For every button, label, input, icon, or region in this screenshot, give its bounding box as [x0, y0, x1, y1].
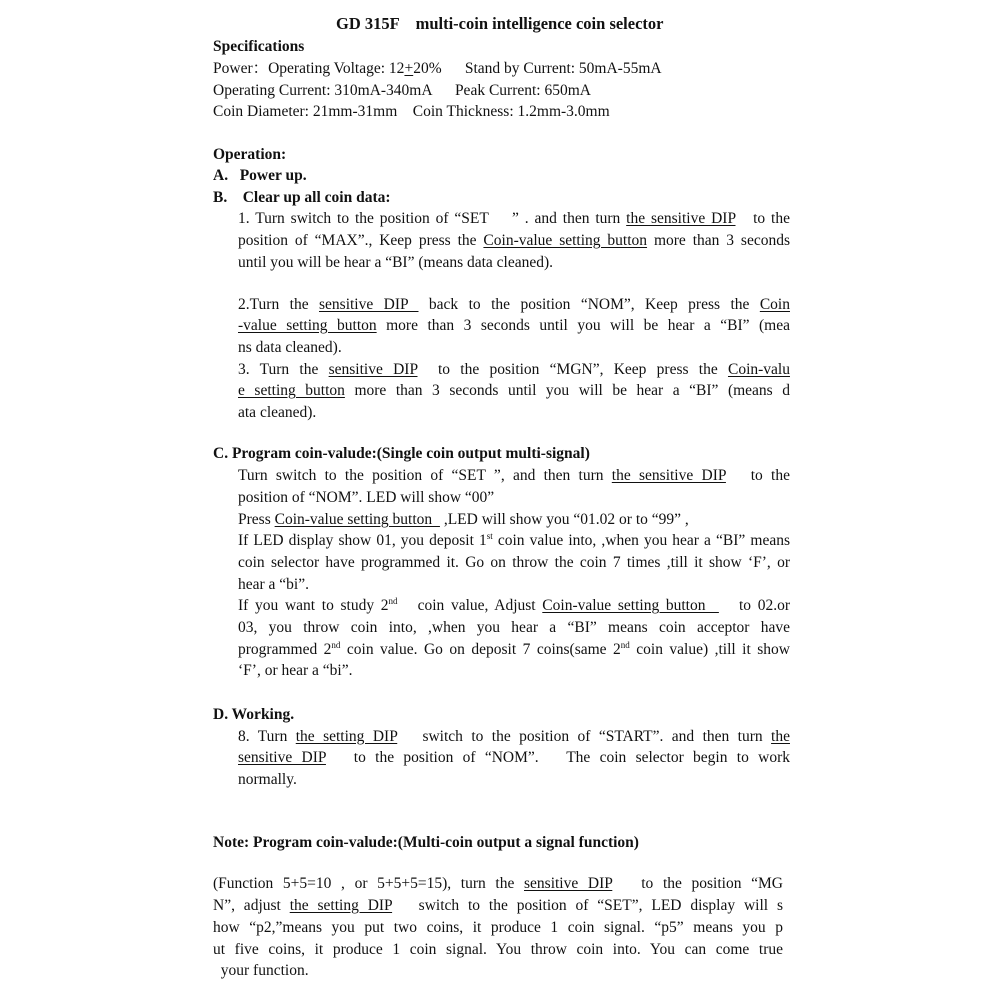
step-b3-line	[238, 360, 790, 380]
underlined-term: Coin	[759, 296, 790, 313]
ordinal-suffix: st	[486, 531, 493, 541]
text-segment: Operation:	[213, 146, 287, 163]
step-c-line	[238, 466, 790, 486]
text-segment: Operating Current: 310mA-340mA Peak Current: 650mA	[213, 82, 591, 99]
underlined-term: e setting button	[238, 382, 345, 399]
text-segment: 1. Turn switch to the position of “SET ” . and then turn	[238, 210, 627, 227]
text-segment: 20% Stand by Current: 50mA-55mA	[413, 60, 662, 77]
text-segment: Turn switch to the position of “SET ”, and then turn	[238, 467, 612, 484]
text-segment: to 02.or	[718, 597, 790, 614]
step-b2-line	[238, 295, 790, 315]
text-segment: switch to the position of “SET”, LED display will s	[392, 897, 783, 914]
step-c-line	[238, 618, 790, 638]
text-segment: coin value) ,till it show	[629, 641, 790, 658]
text-segment: A. Power up.	[213, 167, 307, 184]
step-d-heading	[213, 705, 294, 725]
note-heading	[213, 833, 639, 853]
text-segment: coin value, Adjust	[397, 597, 543, 614]
underlined-term: sensitive DIP	[319, 296, 419, 313]
step-c-line	[238, 661, 352, 681]
step-b2-line	[238, 338, 342, 358]
text-segment: ,LED will show you “01.02 or to “99” ,	[439, 511, 689, 528]
step-c-line	[238, 531, 790, 551]
text-segment: position of “NOM”. LED will show “00”	[238, 489, 495, 506]
note-line	[213, 918, 783, 938]
text-segment: 2.Turn the	[238, 296, 319, 313]
text-segment: 8. Turn	[238, 728, 296, 745]
underlined-term: the sensitive DIP	[626, 210, 736, 227]
text-segment: coin selector have programmed it. Go on throw the coin 7 times ,till it show ‘F’, or	[238, 554, 790, 571]
underlined-term: sensitive DIP	[524, 875, 613, 892]
text-segment: position of “MAX”., Keep press the	[238, 232, 484, 249]
step-c-line	[238, 575, 309, 595]
step-c-heading	[213, 444, 590, 464]
note-line	[213, 896, 783, 916]
step-b3-line	[238, 403, 316, 423]
text-segment: more than 3 seconds	[647, 232, 790, 249]
text-segment: B. Clear up all coin data:	[213, 189, 391, 206]
step-b1-line	[238, 231, 790, 251]
text-segment: your function.	[213, 962, 309, 979]
text-segment: programmed 2	[238, 641, 332, 658]
text-segment: to the position “MGN”, Keep press the	[417, 361, 728, 378]
step-d-line	[238, 748, 790, 768]
text-segment: Press	[238, 511, 275, 528]
text-segment: until you will be hear a “BI” (means data cleaned).	[238, 254, 554, 271]
step-c-line	[238, 596, 790, 616]
text-segment: 3. Turn the	[238, 361, 329, 378]
underlined-term: Coin-value setting button	[483, 232, 648, 249]
step-b-heading	[213, 188, 391, 208]
document-title	[336, 14, 664, 34]
text-segment: to the position “MG	[612, 875, 783, 892]
text-segment: N”, adjust	[213, 897, 290, 914]
step-c-line	[238, 553, 790, 573]
text-segment: switch to the position of “START”. and then turn	[397, 728, 772, 745]
text-segment: hear a “bi”.	[238, 576, 309, 593]
note-line	[213, 940, 783, 960]
text-segment: back to the position “NOM”, Keep press the	[418, 296, 760, 313]
spec-coin-size	[213, 102, 610, 122]
underlined-term: the sensitive DIP	[611, 467, 726, 484]
text-segment: Power：Operating Voltage: 12	[213, 60, 405, 77]
step-d-line	[238, 770, 297, 790]
underlined-term: Coin-value setting button	[274, 511, 440, 528]
text-segment: Note: Program coin-valude:(Multi-coin output a signal function)	[213, 834, 639, 851]
note-line	[213, 961, 309, 981]
step-b2-line	[238, 316, 790, 336]
text-segment: to the position of “NOM”. The coin selector begin to work	[325, 749, 790, 766]
step-d-line	[238, 727, 790, 747]
ordinal-suffix: nd	[331, 640, 341, 650]
text-segment: GD 315F multi-coin intelligence coin selector	[336, 14, 664, 33]
underlined-term: the setting DIP	[295, 728, 398, 745]
text-segment: how “p2,”means you put two coins, it produce 1 coin signal. “p5” means you p	[213, 919, 783, 936]
note-line	[213, 874, 783, 894]
spec-current	[213, 81, 591, 101]
text-segment: (Function 5+5=10 , or 5+5+5=15), turn the	[213, 875, 524, 892]
step-a-power-up	[213, 166, 307, 186]
step-c-line	[238, 488, 494, 508]
spec-power	[213, 59, 662, 79]
step-b1-line	[238, 209, 790, 229]
step-b3-line	[238, 381, 790, 401]
text-segment: coin value into, ,when you hear a “BI” means	[492, 532, 790, 549]
text-segment: Specifications	[213, 38, 305, 55]
text-segment: If you want to study 2	[238, 597, 389, 614]
underlined-term: sensitive DIP	[238, 749, 326, 766]
underlined-term: -value setting button	[238, 317, 377, 334]
text-segment: normally.	[238, 771, 297, 788]
specifications-heading	[213, 37, 304, 57]
ordinal-suffix: nd	[620, 640, 630, 650]
text-segment: coin value. Go on deposit 7 coins(same 2	[340, 641, 621, 658]
underlined-term: the setting DIP	[289, 897, 393, 914]
text-segment: ns data cleaned).	[238, 339, 342, 356]
underlined-term: Coin-value setting button	[542, 597, 719, 614]
step-b1-line	[238, 253, 553, 273]
ordinal-suffix: nd	[388, 596, 398, 606]
underlined-term: the	[771, 728, 790, 745]
underlined-term: +	[404, 60, 414, 77]
text-segment: more than 3 seconds until you will be hear a “BI” (means d	[344, 382, 790, 399]
text-segment: ata cleaned).	[238, 404, 317, 421]
text-segment: ut five coins, it produce 1 coin signal. You throw coin into. You can come true	[213, 941, 783, 958]
underlined-term: sensitive DIP	[328, 361, 418, 378]
text-segment: D. Working.	[213, 706, 295, 723]
text-segment: C. Program coin-valude:(Single coin output multi-signal)	[213, 445, 590, 462]
underlined-term: Coin-valu	[727, 361, 790, 378]
step-c-line	[238, 640, 790, 660]
text-segment: 03, you throw coin into, ,when you hear a “BI” means coin acceptor have	[238, 619, 790, 636]
text-segment: to the	[725, 467, 790, 484]
text-segment: more than 3 seconds until you will be hear a “BI” (mea	[376, 317, 790, 334]
text-segment: to the	[735, 210, 790, 227]
text-segment: ‘F’, or hear a “bi”.	[238, 662, 353, 679]
text-segment: Coin Diameter: 21mm-31mm Coin Thickness: 1.2mm-3.0mm	[213, 103, 610, 120]
operation-heading	[213, 145, 286, 165]
text-segment: If LED display show 01, you deposit 1	[238, 532, 487, 549]
step-c-line	[238, 510, 689, 530]
